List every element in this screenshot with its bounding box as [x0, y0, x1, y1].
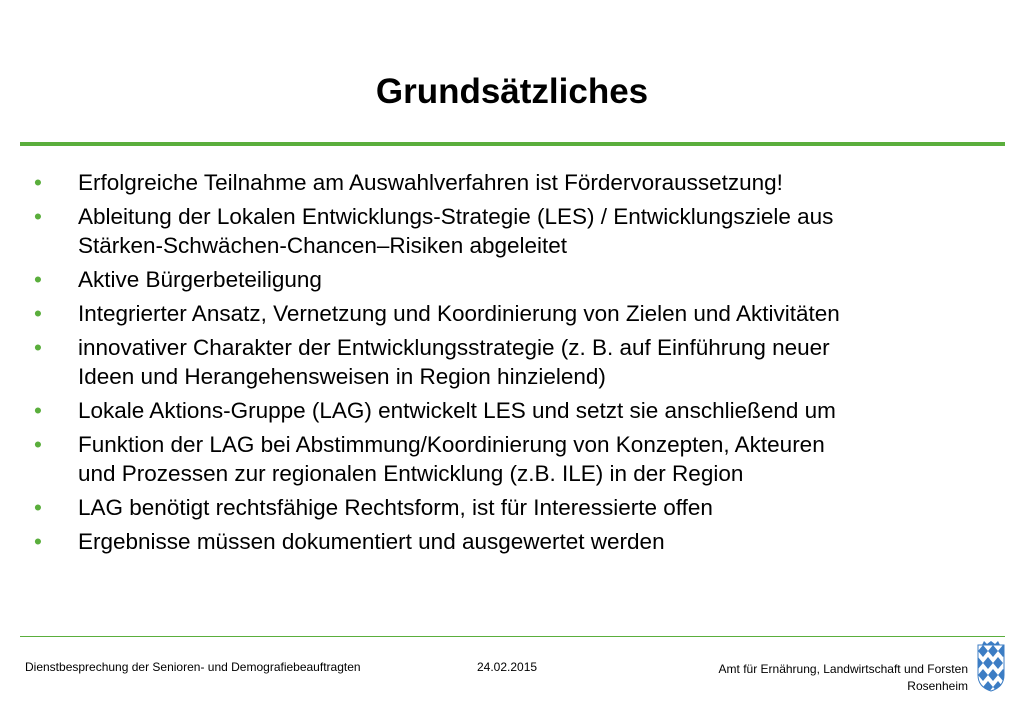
bullet-text: Lokale Aktions-Gruppe (LAG) entwickelt LES und setzt sie anschließend um [78, 398, 836, 423]
bullet-item [34, 527, 984, 556]
bullet-text: Erfolgreiche Teilnahme am Auswahlverfahren ist Fördervoraussetzung! [78, 170, 783, 195]
bullet-list [34, 168, 984, 561]
bullet-item [34, 396, 984, 425]
bullet-text: Ableitung der Lokalen Entwicklungs-Strategie (LES) / Entwicklungsziele aus [78, 204, 834, 229]
bullet-item [34, 430, 984, 488]
bullet-item [34, 168, 984, 197]
bullet-marker: • [34, 495, 42, 520]
bullet-marker: • [34, 170, 42, 195]
bullet-item [34, 493, 984, 522]
bullet-text: Ergebnisse müssen dokumentiert und ausgewertet werden [78, 529, 665, 554]
footer-event-title: Dienstbesprechung der Senioren- und Demografiebeauftragten [25, 660, 361, 674]
bullet-item [34, 333, 984, 391]
footer-date: 24.02.2015 [477, 660, 538, 674]
bullet-text: Ideen und Herangehensweisen in Region hinzielend) [78, 364, 606, 389]
bullet-text: Integrierter Ansatz, Vernetzung und Koordinierung von Zielen und Aktivitäten [78, 301, 840, 326]
bullet-item [34, 202, 984, 260]
bullet-text: Funktion der LAG bei Abstimmung/Koordinierung von Konzepten, Akteuren [78, 432, 825, 457]
bullet-marker: • [34, 398, 42, 423]
bullet-item [34, 299, 984, 328]
bullet-marker: • [34, 432, 42, 457]
bavarian-lozenge-crest-icon [976, 641, 1006, 693]
title-divider [20, 142, 1005, 146]
slide-title: Grundsätzliches [375, 72, 649, 111]
footer-divider [20, 636, 1005, 637]
bullet-marker: • [34, 335, 42, 360]
bullet-text: innovativer Charakter der Entwicklungsstrategie (z. B. auf Einführung neuer [78, 335, 830, 360]
footer-org-line: Amt für Ernährung, Landwirtschaft und Forsten [718, 662, 968, 676]
bullet-item [34, 265, 984, 294]
bullet-marker: • [34, 529, 42, 554]
bullet-marker: • [34, 267, 42, 292]
bullet-text: und Prozessen zur regionalen Entwicklung (z.B. ILE) in der Region [78, 461, 744, 486]
footer-org-line: Rosenheim [907, 679, 968, 693]
bullet-text: LAG benötigt rechtsfähige Rechtsform, ist für Interessierte offen [78, 495, 713, 520]
bullet-marker: • [34, 204, 42, 229]
footer-organization [719, 661, 968, 695]
bullet-text: Stärken-Schwächen-Chancen–Risiken abgeleitet [78, 233, 568, 258]
bullet-text: Aktive Bürgerbeteiligung [78, 267, 322, 292]
bullet-marker: • [34, 301, 42, 326]
